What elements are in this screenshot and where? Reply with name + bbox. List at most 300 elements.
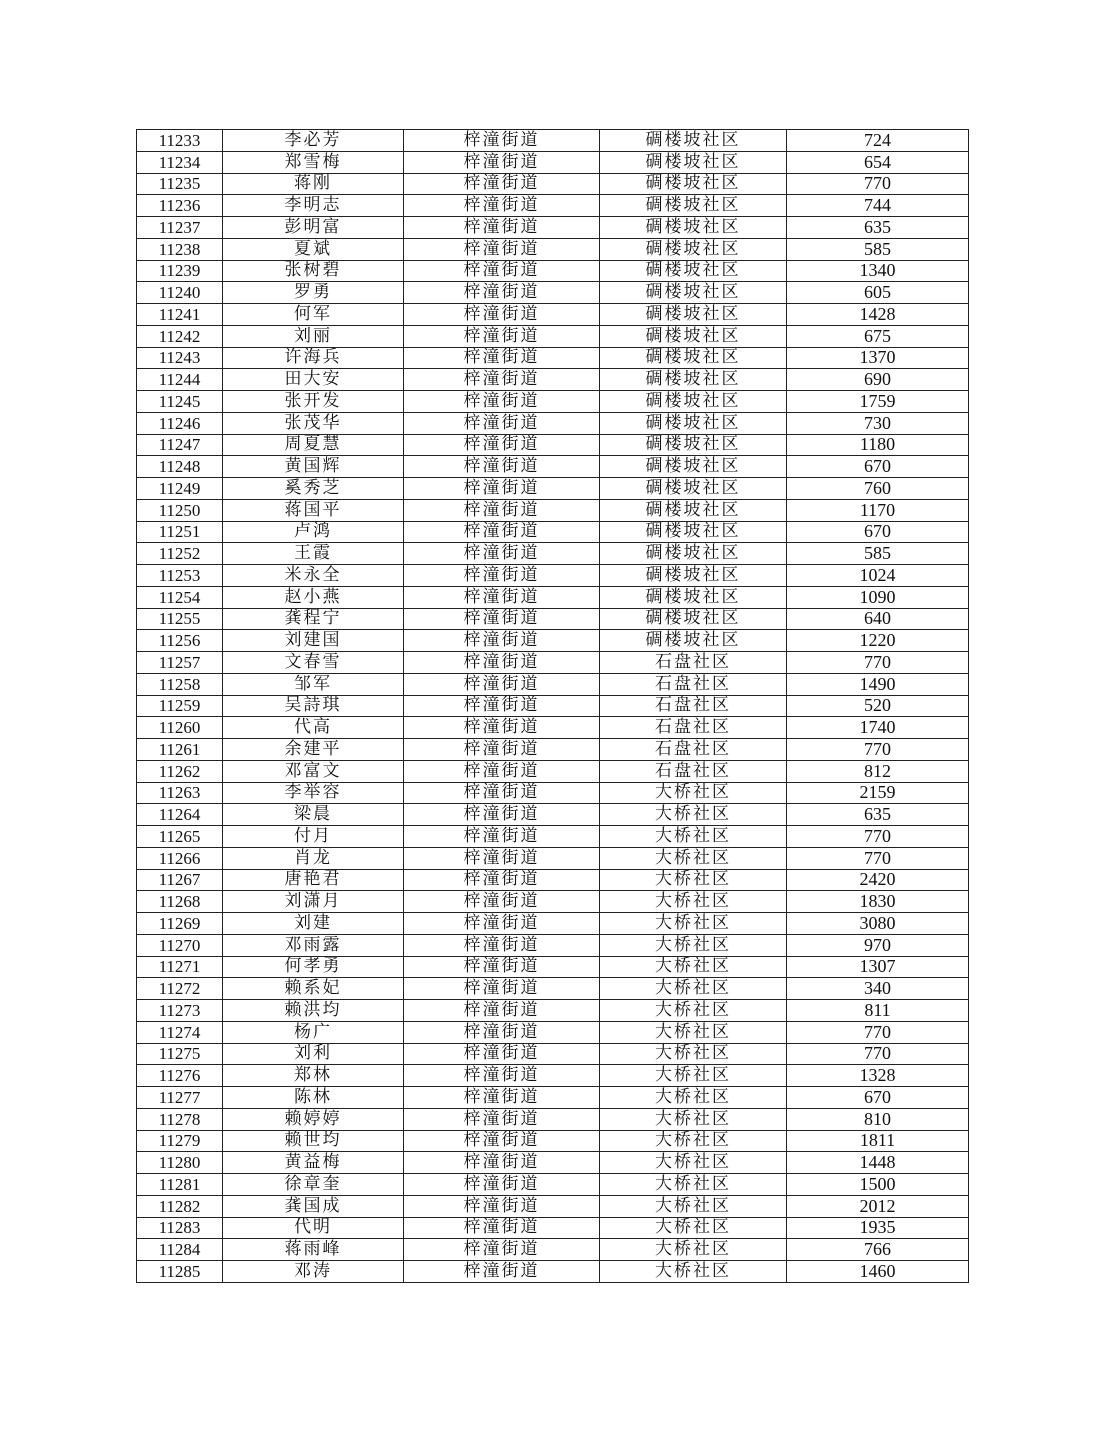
- cell-name: 罗勇: [223, 282, 404, 304]
- cell-id: 11237: [137, 217, 223, 239]
- cell-id: 11267: [137, 869, 223, 891]
- cell-community: 碉楼坡社区: [600, 499, 787, 521]
- cell-community: 大桥社区: [600, 1261, 787, 1283]
- table-row: [137, 1065, 969, 1087]
- cell-amount: 1340: [787, 260, 969, 282]
- table-row: [137, 826, 969, 848]
- cell-name: 龚国成: [223, 1195, 404, 1217]
- cell-street: 梓潼街道: [404, 478, 600, 500]
- cell-name: 赖系妃: [223, 978, 404, 1000]
- cell-street: 梓潼街道: [404, 1217, 600, 1239]
- cell-amount: 724: [787, 130, 969, 152]
- cell-community: 碉楼坡社区: [600, 608, 787, 630]
- table-row: [137, 1130, 969, 1152]
- cell-id: 11254: [137, 586, 223, 608]
- cell-amount: 2420: [787, 869, 969, 891]
- cell-name: 赖洪均: [223, 1000, 404, 1022]
- cell-name: 黄国辉: [223, 456, 404, 478]
- cell-street: 梓潼街道: [404, 1065, 600, 1087]
- cell-name: 邹军: [223, 673, 404, 695]
- cell-community: 碉楼坡社区: [600, 412, 787, 434]
- cell-id: 11250: [137, 499, 223, 521]
- cell-name: 邓雨露: [223, 934, 404, 956]
- cell-community: 大桥社区: [600, 1130, 787, 1152]
- cell-id: 11275: [137, 1043, 223, 1065]
- table-row: [137, 565, 969, 587]
- cell-amount: 1170: [787, 499, 969, 521]
- cell-community: 大桥社区: [600, 934, 787, 956]
- cell-amount: 811: [787, 1000, 969, 1022]
- cell-community: 碉楼坡社区: [600, 195, 787, 217]
- cell-amount: 1328: [787, 1065, 969, 1087]
- cell-street: 梓潼街道: [404, 456, 600, 478]
- table-row: [137, 456, 969, 478]
- cell-amount: 770: [787, 1043, 969, 1065]
- cell-street: 梓潼街道: [404, 1174, 600, 1196]
- cell-id: 11240: [137, 282, 223, 304]
- cell-name: 张树碧: [223, 260, 404, 282]
- cell-id: 11272: [137, 978, 223, 1000]
- table-row: [137, 434, 969, 456]
- cell-name: 彭明富: [223, 217, 404, 239]
- cell-street: 梓潼街道: [404, 304, 600, 326]
- cell-street: 梓潼街道: [404, 391, 600, 413]
- table-row: [137, 151, 969, 173]
- cell-street: 梓潼街道: [404, 847, 600, 869]
- cell-id: 11239: [137, 260, 223, 282]
- table-row: [137, 347, 969, 369]
- cell-community: 大桥社区: [600, 1195, 787, 1217]
- cell-id: 11253: [137, 565, 223, 587]
- cell-name: 田大安: [223, 369, 404, 391]
- cell-community: 大桥社区: [600, 1087, 787, 1109]
- cell-street: 梓潼街道: [404, 1087, 600, 1109]
- cell-id: 11273: [137, 1000, 223, 1022]
- table-row: [137, 260, 969, 282]
- cell-amount: 1220: [787, 630, 969, 652]
- table-row: [137, 238, 969, 260]
- cell-id: 11266: [137, 847, 223, 869]
- table-row: [137, 782, 969, 804]
- cell-id: 11261: [137, 739, 223, 761]
- cell-id: 11235: [137, 173, 223, 195]
- cell-name: 何孝勇: [223, 956, 404, 978]
- cell-community: 大桥社区: [600, 847, 787, 869]
- cell-id: 11246: [137, 412, 223, 434]
- cell-street: 梓潼街道: [404, 1043, 600, 1065]
- cell-amount: 1428: [787, 304, 969, 326]
- cell-amount: 770: [787, 826, 969, 848]
- cell-id: 11280: [137, 1152, 223, 1174]
- cell-street: 梓潼街道: [404, 543, 600, 565]
- table-row: [137, 369, 969, 391]
- cell-amount: 1460: [787, 1261, 969, 1283]
- table-row: [137, 412, 969, 434]
- cell-community: 碉楼坡社区: [600, 260, 787, 282]
- cell-id: 11276: [137, 1065, 223, 1087]
- cell-amount: 1830: [787, 891, 969, 913]
- cell-name: 李举容: [223, 782, 404, 804]
- table-row: [137, 1261, 969, 1283]
- cell-amount: 1090: [787, 586, 969, 608]
- cell-name: 周夏慧: [223, 434, 404, 456]
- table-row: [137, 391, 969, 413]
- cell-name: 代明: [223, 1217, 404, 1239]
- table-row: [137, 282, 969, 304]
- cell-street: 梓潼街道: [404, 260, 600, 282]
- cell-street: 梓潼街道: [404, 1261, 600, 1283]
- cell-amount: 1307: [787, 956, 969, 978]
- cell-street: 梓潼街道: [404, 978, 600, 1000]
- cell-amount: 1759: [787, 391, 969, 413]
- cell-street: 梓潼街道: [404, 434, 600, 456]
- cell-street: 梓潼街道: [404, 1239, 600, 1261]
- cell-id: 11279: [137, 1130, 223, 1152]
- table-row: [137, 478, 969, 500]
- cell-community: 碉楼坡社区: [600, 151, 787, 173]
- cell-community: 大桥社区: [600, 1217, 787, 1239]
- cell-community: 大桥社区: [600, 869, 787, 891]
- table-row: [137, 1043, 969, 1065]
- cell-community: 大桥社区: [600, 826, 787, 848]
- cell-community: 大桥社区: [600, 1021, 787, 1043]
- cell-community: 石盘社区: [600, 717, 787, 739]
- cell-name: 张茂华: [223, 412, 404, 434]
- cell-community: 大桥社区: [600, 956, 787, 978]
- cell-amount: 1370: [787, 347, 969, 369]
- cell-name: 吴詩琪: [223, 695, 404, 717]
- cell-name: 许海兵: [223, 347, 404, 369]
- cell-id: 11245: [137, 391, 223, 413]
- table-row: [137, 325, 969, 347]
- cell-id: 11281: [137, 1174, 223, 1196]
- cell-name: 刘丽: [223, 325, 404, 347]
- cell-amount: 1490: [787, 673, 969, 695]
- cell-name: 唐艳君: [223, 869, 404, 891]
- cell-street: 梓潼街道: [404, 412, 600, 434]
- cell-name: 肖龙: [223, 847, 404, 869]
- table-row: [137, 934, 969, 956]
- cell-community: 大桥社区: [600, 1152, 787, 1174]
- cell-community: 碉楼坡社区: [600, 130, 787, 152]
- cell-id: 11256: [137, 630, 223, 652]
- cell-street: 梓潼街道: [404, 1000, 600, 1022]
- cell-street: 梓潼街道: [404, 695, 600, 717]
- cell-name: 余建平: [223, 739, 404, 761]
- cell-amount: 2159: [787, 782, 969, 804]
- cell-id: 11277: [137, 1087, 223, 1109]
- cell-amount: 770: [787, 1021, 969, 1043]
- cell-amount: 690: [787, 369, 969, 391]
- cell-street: 梓潼街道: [404, 673, 600, 695]
- table-row: [137, 630, 969, 652]
- table-row: [137, 760, 969, 782]
- cell-name: 黄益梅: [223, 1152, 404, 1174]
- cell-street: 梓潼街道: [404, 1195, 600, 1217]
- table-row: [137, 1152, 969, 1174]
- cell-name: 杨广: [223, 1021, 404, 1043]
- cell-amount: 1448: [787, 1152, 969, 1174]
- table-row: [137, 891, 969, 913]
- cell-amount: 770: [787, 739, 969, 761]
- cell-street: 梓潼街道: [404, 217, 600, 239]
- cell-amount: 670: [787, 456, 969, 478]
- cell-street: 梓潼街道: [404, 282, 600, 304]
- cell-street: 梓潼街道: [404, 608, 600, 630]
- table-row: [137, 673, 969, 695]
- cell-name: 代高: [223, 717, 404, 739]
- cell-community: 大桥社区: [600, 978, 787, 1000]
- table-row: [137, 1108, 969, 1130]
- cell-community: 碉楼坡社区: [600, 586, 787, 608]
- cell-community: 碉楼坡社区: [600, 478, 787, 500]
- cell-amount: 635: [787, 217, 969, 239]
- cell-amount: 654: [787, 151, 969, 173]
- table-row: [137, 1239, 969, 1261]
- cell-community: 大桥社区: [600, 782, 787, 804]
- cell-community: 碉楼坡社区: [600, 369, 787, 391]
- cell-community: 大桥社区: [600, 1108, 787, 1130]
- cell-id: 11258: [137, 673, 223, 695]
- cell-id: 11249: [137, 478, 223, 500]
- cell-amount: 770: [787, 652, 969, 674]
- cell-street: 梓潼街道: [404, 782, 600, 804]
- cell-street: 梓潼街道: [404, 934, 600, 956]
- table-row: [137, 739, 969, 761]
- cell-id: 11283: [137, 1217, 223, 1239]
- cell-street: 梓潼街道: [404, 826, 600, 848]
- cell-amount: 1935: [787, 1217, 969, 1239]
- cell-name: 梁晨: [223, 804, 404, 826]
- cell-community: 碉楼坡社区: [600, 434, 787, 456]
- cell-community: 大桥社区: [600, 1174, 787, 1196]
- cell-amount: 812: [787, 760, 969, 782]
- table-row: [137, 869, 969, 891]
- table-row: [137, 1195, 969, 1217]
- cell-id: 11244: [137, 369, 223, 391]
- cell-community: 碉楼坡社区: [600, 304, 787, 326]
- cell-id: 11257: [137, 652, 223, 674]
- cell-name: 郑林: [223, 1065, 404, 1087]
- cell-amount: 605: [787, 282, 969, 304]
- cell-name: 何军: [223, 304, 404, 326]
- cell-id: 11251: [137, 521, 223, 543]
- cell-community: 碉楼坡社区: [600, 217, 787, 239]
- cell-id: 11271: [137, 956, 223, 978]
- cell-id: 11263: [137, 782, 223, 804]
- table-row: [137, 804, 969, 826]
- cell-name: 张开发: [223, 391, 404, 413]
- cell-amount: 810: [787, 1108, 969, 1130]
- table-row: [137, 1087, 969, 1109]
- table-row: [137, 195, 969, 217]
- cell-amount: 670: [787, 521, 969, 543]
- cell-street: 梓潼街道: [404, 717, 600, 739]
- cell-amount: 770: [787, 173, 969, 195]
- cell-community: 大桥社区: [600, 1000, 787, 1022]
- cell-id: 11242: [137, 325, 223, 347]
- table-row: [137, 1000, 969, 1022]
- cell-community: 碉楼坡社区: [600, 565, 787, 587]
- table-row: [137, 130, 969, 152]
- cell-street: 梓潼街道: [404, 891, 600, 913]
- cell-id: 11270: [137, 934, 223, 956]
- cell-community: 石盘社区: [600, 760, 787, 782]
- cell-amount: 670: [787, 1087, 969, 1109]
- cell-name: 龚程宁: [223, 608, 404, 630]
- cell-community: 碉楼坡社区: [600, 173, 787, 195]
- cell-amount: 1024: [787, 565, 969, 587]
- cell-street: 梓潼街道: [404, 1152, 600, 1174]
- table-row: [137, 717, 969, 739]
- cell-id: 11247: [137, 434, 223, 456]
- cell-street: 梓潼街道: [404, 499, 600, 521]
- cell-street: 梓潼街道: [404, 195, 600, 217]
- cell-id: 11278: [137, 1108, 223, 1130]
- cell-id: 11243: [137, 347, 223, 369]
- cell-name: 付月: [223, 826, 404, 848]
- cell-name: 赖婷婷: [223, 1108, 404, 1130]
- cell-community: 石盘社区: [600, 673, 787, 695]
- cell-name: 李必芳: [223, 130, 404, 152]
- cell-amount: 585: [787, 238, 969, 260]
- cell-community: 碉楼坡社区: [600, 543, 787, 565]
- cell-amount: 970: [787, 934, 969, 956]
- table-row: [137, 521, 969, 543]
- table-row: [137, 217, 969, 239]
- cell-amount: 635: [787, 804, 969, 826]
- table-row: [137, 652, 969, 674]
- cell-name: 徐章奎: [223, 1174, 404, 1196]
- cell-community: 碉楼坡社区: [600, 282, 787, 304]
- cell-street: 梓潼街道: [404, 1021, 600, 1043]
- cell-name: 王霞: [223, 543, 404, 565]
- cell-id: 11268: [137, 891, 223, 913]
- table-row: [137, 956, 969, 978]
- cell-name: 蒋刚: [223, 173, 404, 195]
- cell-id: 11233: [137, 130, 223, 152]
- cell-id: 11255: [137, 608, 223, 630]
- cell-amount: 1740: [787, 717, 969, 739]
- cell-amount: 3080: [787, 913, 969, 935]
- cell-community: 碉楼坡社区: [600, 238, 787, 260]
- cell-street: 梓潼街道: [404, 238, 600, 260]
- cell-street: 梓潼街道: [404, 586, 600, 608]
- table-row: [137, 1174, 969, 1196]
- table-row: [137, 304, 969, 326]
- cell-street: 梓潼街道: [404, 956, 600, 978]
- cell-street: 梓潼街道: [404, 869, 600, 891]
- cell-community: 大桥社区: [600, 1043, 787, 1065]
- cell-name: 蒋国平: [223, 499, 404, 521]
- table-row: [137, 608, 969, 630]
- cell-community: 碉楼坡社区: [600, 391, 787, 413]
- cell-name: 刘建国: [223, 630, 404, 652]
- cell-street: 梓潼街道: [404, 325, 600, 347]
- cell-id: 11252: [137, 543, 223, 565]
- cell-name: 夏斌: [223, 238, 404, 260]
- cell-street: 梓潼街道: [404, 739, 600, 761]
- cell-name: 文春雪: [223, 652, 404, 674]
- cell-name: 蒋雨峰: [223, 1239, 404, 1261]
- cell-name: 李明志: [223, 195, 404, 217]
- cell-amount: 1180: [787, 434, 969, 456]
- cell-id: 11236: [137, 195, 223, 217]
- cell-street: 梓潼街道: [404, 760, 600, 782]
- cell-id: 11282: [137, 1195, 223, 1217]
- table-row: [137, 586, 969, 608]
- cell-street: 梓潼街道: [404, 652, 600, 674]
- cell-id: 11259: [137, 695, 223, 717]
- cell-street: 梓潼街道: [404, 1108, 600, 1130]
- cell-amount: 2012: [787, 1195, 969, 1217]
- cell-name: 赖世均: [223, 1130, 404, 1152]
- cell-id: 11284: [137, 1239, 223, 1261]
- cell-amount: 340: [787, 978, 969, 1000]
- cell-street: 梓潼街道: [404, 1130, 600, 1152]
- cell-name: 刘利: [223, 1043, 404, 1065]
- table-row: [137, 173, 969, 195]
- table-row: [137, 847, 969, 869]
- cell-community: 大桥社区: [600, 804, 787, 826]
- cell-community: 碉楼坡社区: [600, 347, 787, 369]
- cell-street: 梓潼街道: [404, 347, 600, 369]
- table-row: [137, 978, 969, 1000]
- table-row: [137, 1021, 969, 1043]
- cell-street: 梓潼街道: [404, 521, 600, 543]
- cell-amount: 1811: [787, 1130, 969, 1152]
- cell-community: 大桥社区: [600, 891, 787, 913]
- cell-name: 米永全: [223, 565, 404, 587]
- cell-street: 梓潼街道: [404, 565, 600, 587]
- cell-name: 卢鸿: [223, 521, 404, 543]
- subsidy-table: [136, 129, 969, 1283]
- cell-id: 11269: [137, 913, 223, 935]
- cell-amount: 675: [787, 325, 969, 347]
- table-row: [137, 913, 969, 935]
- table-row: [137, 1217, 969, 1239]
- table-row: [137, 499, 969, 521]
- cell-street: 梓潼街道: [404, 151, 600, 173]
- cell-amount: 730: [787, 412, 969, 434]
- table-row: [137, 543, 969, 565]
- cell-name: 邓涛: [223, 1261, 404, 1283]
- cell-community: 碉楼坡社区: [600, 456, 787, 478]
- cell-name: 奚秀芝: [223, 478, 404, 500]
- cell-community: 大桥社区: [600, 1239, 787, 1261]
- cell-id: 11234: [137, 151, 223, 173]
- cell-community: 大桥社区: [600, 913, 787, 935]
- cell-community: 石盘社区: [600, 695, 787, 717]
- cell-name: 刘建: [223, 913, 404, 935]
- cell-id: 11274: [137, 1021, 223, 1043]
- cell-street: 梓潼街道: [404, 130, 600, 152]
- cell-street: 梓潼街道: [404, 369, 600, 391]
- cell-name: 郑雪梅: [223, 151, 404, 173]
- cell-amount: 744: [787, 195, 969, 217]
- cell-street: 梓潼街道: [404, 173, 600, 195]
- cell-id: 11260: [137, 717, 223, 739]
- cell-name: 赵小燕: [223, 586, 404, 608]
- cell-amount: 640: [787, 608, 969, 630]
- cell-name: 邓富文: [223, 760, 404, 782]
- cell-id: 11241: [137, 304, 223, 326]
- cell-name: 刘潇月: [223, 891, 404, 913]
- cell-community: 碉楼坡社区: [600, 630, 787, 652]
- cell-community: 石盘社区: [600, 739, 787, 761]
- cell-community: 碉楼坡社区: [600, 325, 787, 347]
- table-body: [137, 130, 969, 1283]
